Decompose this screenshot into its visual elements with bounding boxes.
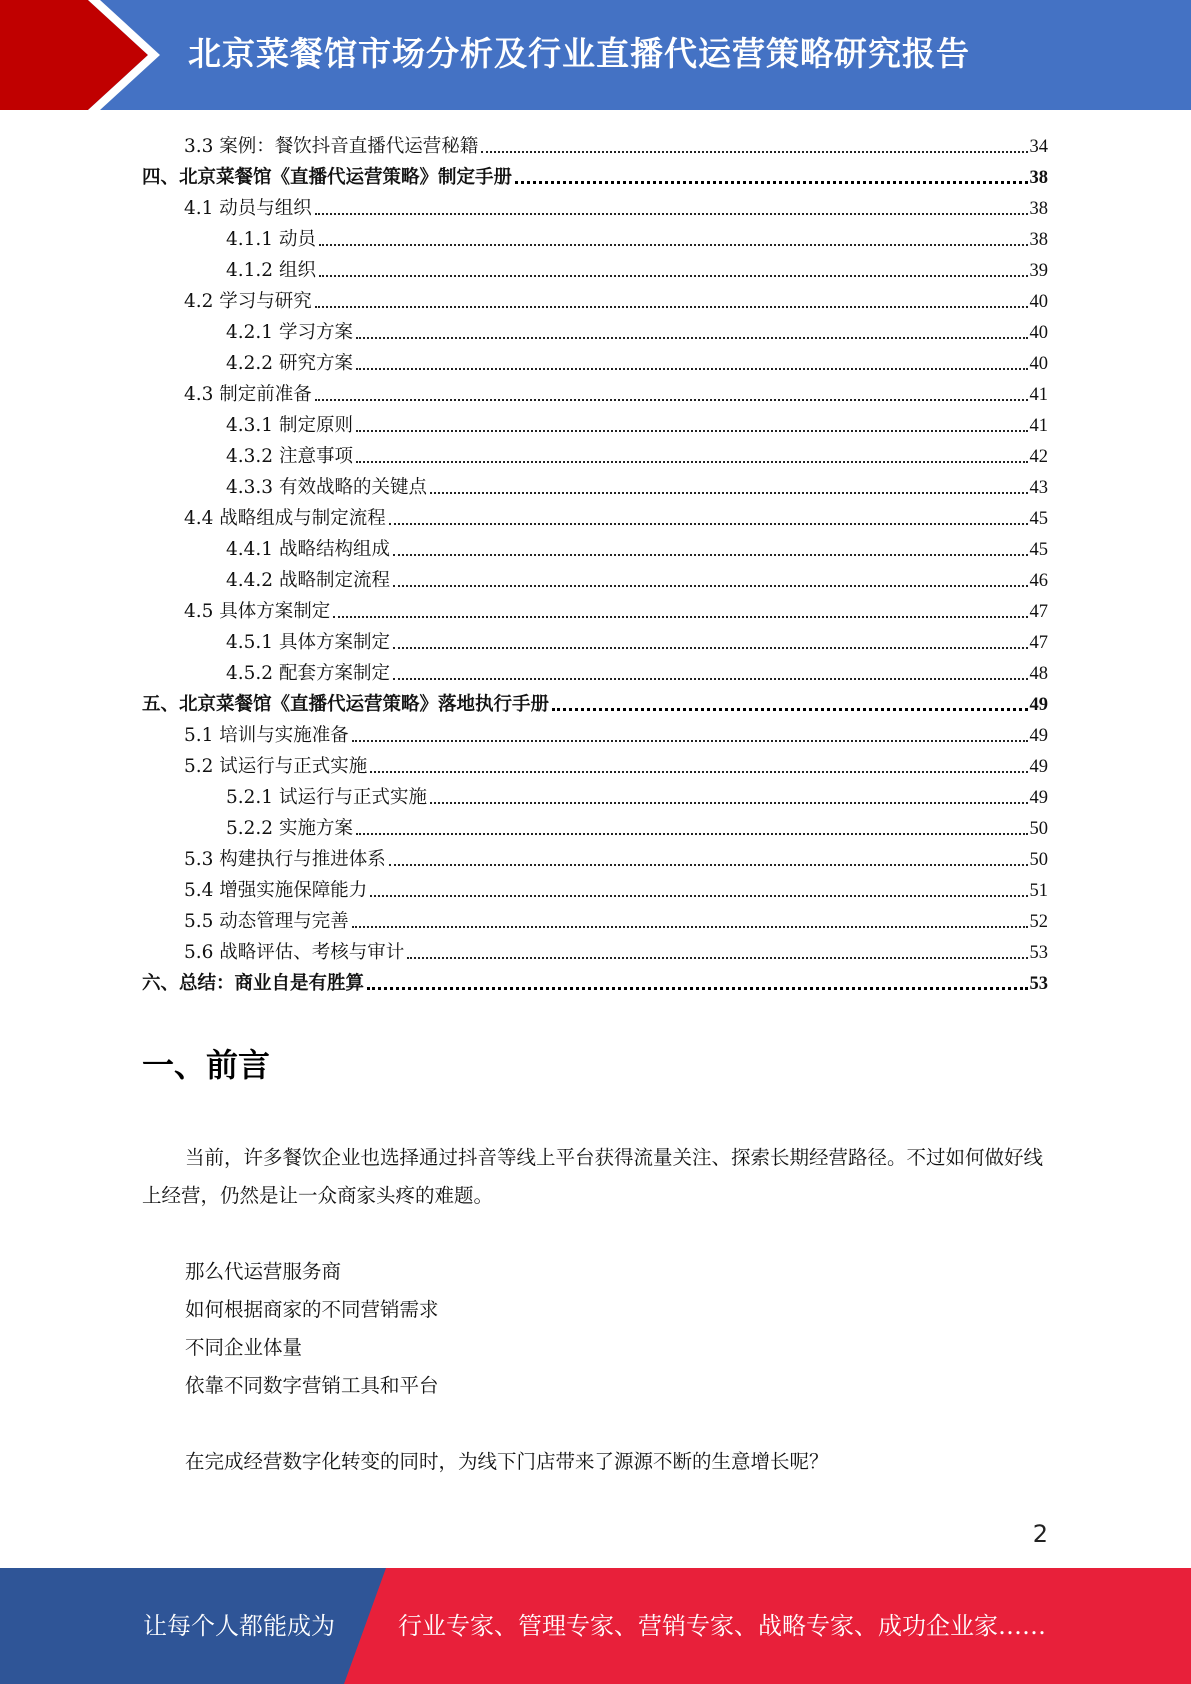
toc-entry-label: 4.1.1 动员 <box>226 229 316 250</box>
toc-entry-label: 4.3.2 注意事项 <box>226 446 353 467</box>
toc-entry-page: 43 <box>1029 478 1048 498</box>
toc-entry-page: 46 <box>1029 571 1048 591</box>
toc-entry-label: 5.3 构建执行与推进体系 <box>184 849 386 870</box>
toc-entry[interactable] <box>226 655 1048 686</box>
toc-leader-dots <box>367 986 1027 990</box>
toc-leader-dots <box>552 707 1027 711</box>
question-line: 那么代运营服务商 <box>185 1260 342 1283</box>
toc-entry[interactable] <box>226 810 1048 841</box>
toc-entry-page: 40 <box>1029 354 1048 374</box>
toc-entry-label: 5.2 试运行与正式实施 <box>184 756 368 777</box>
toc-entry-page: 47 <box>1029 602 1048 622</box>
toc-leader-dots <box>315 398 1028 401</box>
toc-leader-dots <box>356 429 1028 432</box>
toc-entry-label: 4.3.1 制定原则 <box>226 415 353 436</box>
toc-leader-dots <box>356 336 1028 339</box>
toc-entry-label: 4.3 制定前准备 <box>184 384 312 405</box>
page-footer <box>0 1568 1191 1684</box>
toc-leader-dots <box>393 584 1028 587</box>
toc-entry-page: 38 <box>1029 168 1048 188</box>
toc-entry-page: 49 <box>1029 757 1048 777</box>
toc-entry[interactable] <box>184 376 1048 407</box>
toc-entry-label: 5.2.2 实施方案 <box>226 818 353 839</box>
toc-entry[interactable] <box>226 221 1048 252</box>
toc-leader-dots <box>356 367 1028 370</box>
toc-entry[interactable] <box>184 717 1048 748</box>
toc-entry[interactable] <box>226 345 1048 376</box>
toc-entry[interactable] <box>226 252 1048 283</box>
toc-entry[interactable] <box>184 872 1048 903</box>
toc-entry[interactable] <box>226 562 1048 593</box>
toc-entry-label: 5.2.1 试运行与正式实施 <box>226 787 427 808</box>
toc-leader-dots <box>333 615 1027 618</box>
toc-leader-dots <box>352 925 1028 928</box>
toc-entry[interactable] <box>226 314 1048 345</box>
toc-entry-page: 53 <box>1029 974 1048 994</box>
toc-entry-label: 4.1.2 组织 <box>226 260 316 281</box>
toc-entry-page: 49 <box>1029 695 1048 715</box>
toc-entry-label: 4.3.3 有效战略的关键点 <box>226 477 427 498</box>
toc-leader-dots <box>430 801 1028 804</box>
toc-entry[interactable] <box>184 283 1048 314</box>
toc-entry-label: 五、北京菜餐馆《直播代运营策略》落地执行手册 <box>142 694 550 715</box>
toc-leader-dots <box>319 243 1028 246</box>
toc-entry[interactable] <box>226 779 1048 810</box>
footer-slogan-right: 行业专家、管理专家、营销专家、战略专家、成功企业家…… <box>398 1612 1046 1640</box>
toc-entry-label: 5.4 增强实施保障能力 <box>184 880 368 901</box>
toc-entry-page: 38 <box>1029 230 1048 250</box>
toc-leader-dots <box>393 553 1028 556</box>
toc-entry-label: 四、北京菜餐馆《直播代运营策略》制定手册 <box>142 167 513 188</box>
toc-entry-page: 39 <box>1029 261 1048 281</box>
toc-entry[interactable] <box>184 500 1048 531</box>
toc-leader-dots <box>315 212 1028 215</box>
page-header <box>0 0 1191 110</box>
toc-leader-dots <box>356 460 1028 463</box>
toc-entry-page: 51 <box>1029 881 1048 901</box>
toc-entry-page: 45 <box>1029 540 1048 560</box>
section-heading: 一、前言 <box>142 1046 271 1084</box>
toc-entry-page: 50 <box>1029 819 1048 839</box>
question-line: 依靠不同数字营销工具和平台 <box>185 1374 439 1397</box>
toc-entry-label: 4.4 战略组成与制定流程 <box>184 508 386 529</box>
toc-leader-dots <box>315 305 1028 308</box>
toc-leader-dots <box>430 491 1028 494</box>
toc-entry-page: 45 <box>1029 509 1048 529</box>
toc-entry-label: 4.1 动员与组织 <box>184 198 312 219</box>
report-title: 北京菜餐馆市场分析及行业直播代运营策略研究报告 <box>188 34 970 73</box>
toc-entry[interactable] <box>184 593 1048 624</box>
toc-entry-label: 六、总结：商业自是有胜算 <box>142 973 365 994</box>
question-lines <box>185 1253 885 1405</box>
footer-slogan-left: 让每个人都能成为 <box>143 1612 335 1640</box>
toc-entry[interactable] <box>184 190 1048 221</box>
toc-entry[interactable] <box>184 934 1048 965</box>
toc-entry-page: 40 <box>1029 292 1048 312</box>
toc-entry[interactable] <box>142 686 1048 717</box>
toc-leader-dots <box>389 863 1028 866</box>
toc-entry-page: 40 <box>1029 323 1048 343</box>
intro-paragraph: 当前，许多餐饮企业也选择通过抖音等线上平台获得流量关注、探索长期经营路径。不过如何做好线上经营，仍然是让一众商家头疼的难题。 <box>142 1146 1044 1207</box>
toc-entry-page: 53 <box>1029 943 1048 963</box>
toc-entry-label: 5.6 战略评估、考核与审计 <box>184 942 405 963</box>
toc-entry[interactable] <box>142 965 1048 996</box>
toc-leader-dots <box>407 956 1027 959</box>
toc-entry[interactable] <box>184 903 1048 934</box>
toc-entry-page: 52 <box>1029 912 1048 932</box>
toc-entry-page: 50 <box>1029 850 1048 870</box>
toc-entry-label: 4.5.1 具体方案制定 <box>226 632 390 653</box>
toc-leader-dots <box>389 522 1028 525</box>
toc-entry-label: 4.2 学习与研究 <box>184 291 312 312</box>
toc-entry-page: 41 <box>1029 416 1048 436</box>
closing-paragraph: 在完成经营数字化转变的同时，为线下门店带来了源源不断的生意增长呢？ <box>185 1450 829 1473</box>
toc-entry-label: 4.5 具体方案制定 <box>184 601 331 622</box>
toc-leader-dots <box>481 150 1027 153</box>
question-line: 如何根据商家的不同营销需求 <box>185 1298 439 1321</box>
toc-entry-label: 4.4.2 战略制定流程 <box>226 570 390 591</box>
toc-entry-label: 4.4.1 战略结构组成 <box>226 539 390 560</box>
toc-leader-dots <box>352 739 1028 742</box>
toc-leader-dots <box>370 894 1027 897</box>
toc-entry-page: 47 <box>1029 633 1048 653</box>
question-line: 不同企业体量 <box>185 1336 303 1359</box>
toc-entry-page: 48 <box>1029 664 1048 684</box>
toc-leader-dots <box>393 677 1028 680</box>
toc-entry[interactable] <box>142 159 1048 190</box>
toc-leader-dots <box>393 646 1028 649</box>
toc-entry-label: 4.2.2 研究方案 <box>226 353 353 374</box>
toc-entry[interactable] <box>226 531 1048 562</box>
toc-entry-page: 49 <box>1029 788 1048 808</box>
toc-leader-dots <box>370 770 1027 773</box>
toc-entry[interactable] <box>226 407 1048 438</box>
toc-entry[interactable] <box>226 624 1048 655</box>
toc-entry-page: 41 <box>1029 385 1048 405</box>
toc-leader-dots <box>356 832 1028 835</box>
toc-entry-label: 3.3 案例：餐饮抖音直播代运营秘籍 <box>184 136 479 157</box>
toc-entry-page: 34 <box>1029 137 1048 157</box>
toc-entry-label: 5.1 培训与实施准备 <box>184 725 349 746</box>
toc-entry-page: 38 <box>1029 199 1048 219</box>
toc-leader-dots <box>515 180 1027 184</box>
toc-entry[interactable] <box>184 841 1048 872</box>
toc-entry-label: 4.5.2 配套方案制定 <box>226 663 390 684</box>
toc-entry-label: 5.5 动态管理与完善 <box>184 911 349 932</box>
toc-entry-page: 49 <box>1029 726 1048 746</box>
page-number: 2 <box>1032 1520 1048 1548</box>
toc-entry-page: 42 <box>1029 447 1048 467</box>
toc-entry[interactable] <box>184 128 1048 159</box>
toc-entry[interactable] <box>184 748 1048 779</box>
toc-entry[interactable] <box>226 438 1048 469</box>
toc-entry-label: 4.2.1 学习方案 <box>226 322 353 343</box>
toc-entry[interactable] <box>226 469 1048 500</box>
toc-leader-dots <box>319 274 1028 277</box>
